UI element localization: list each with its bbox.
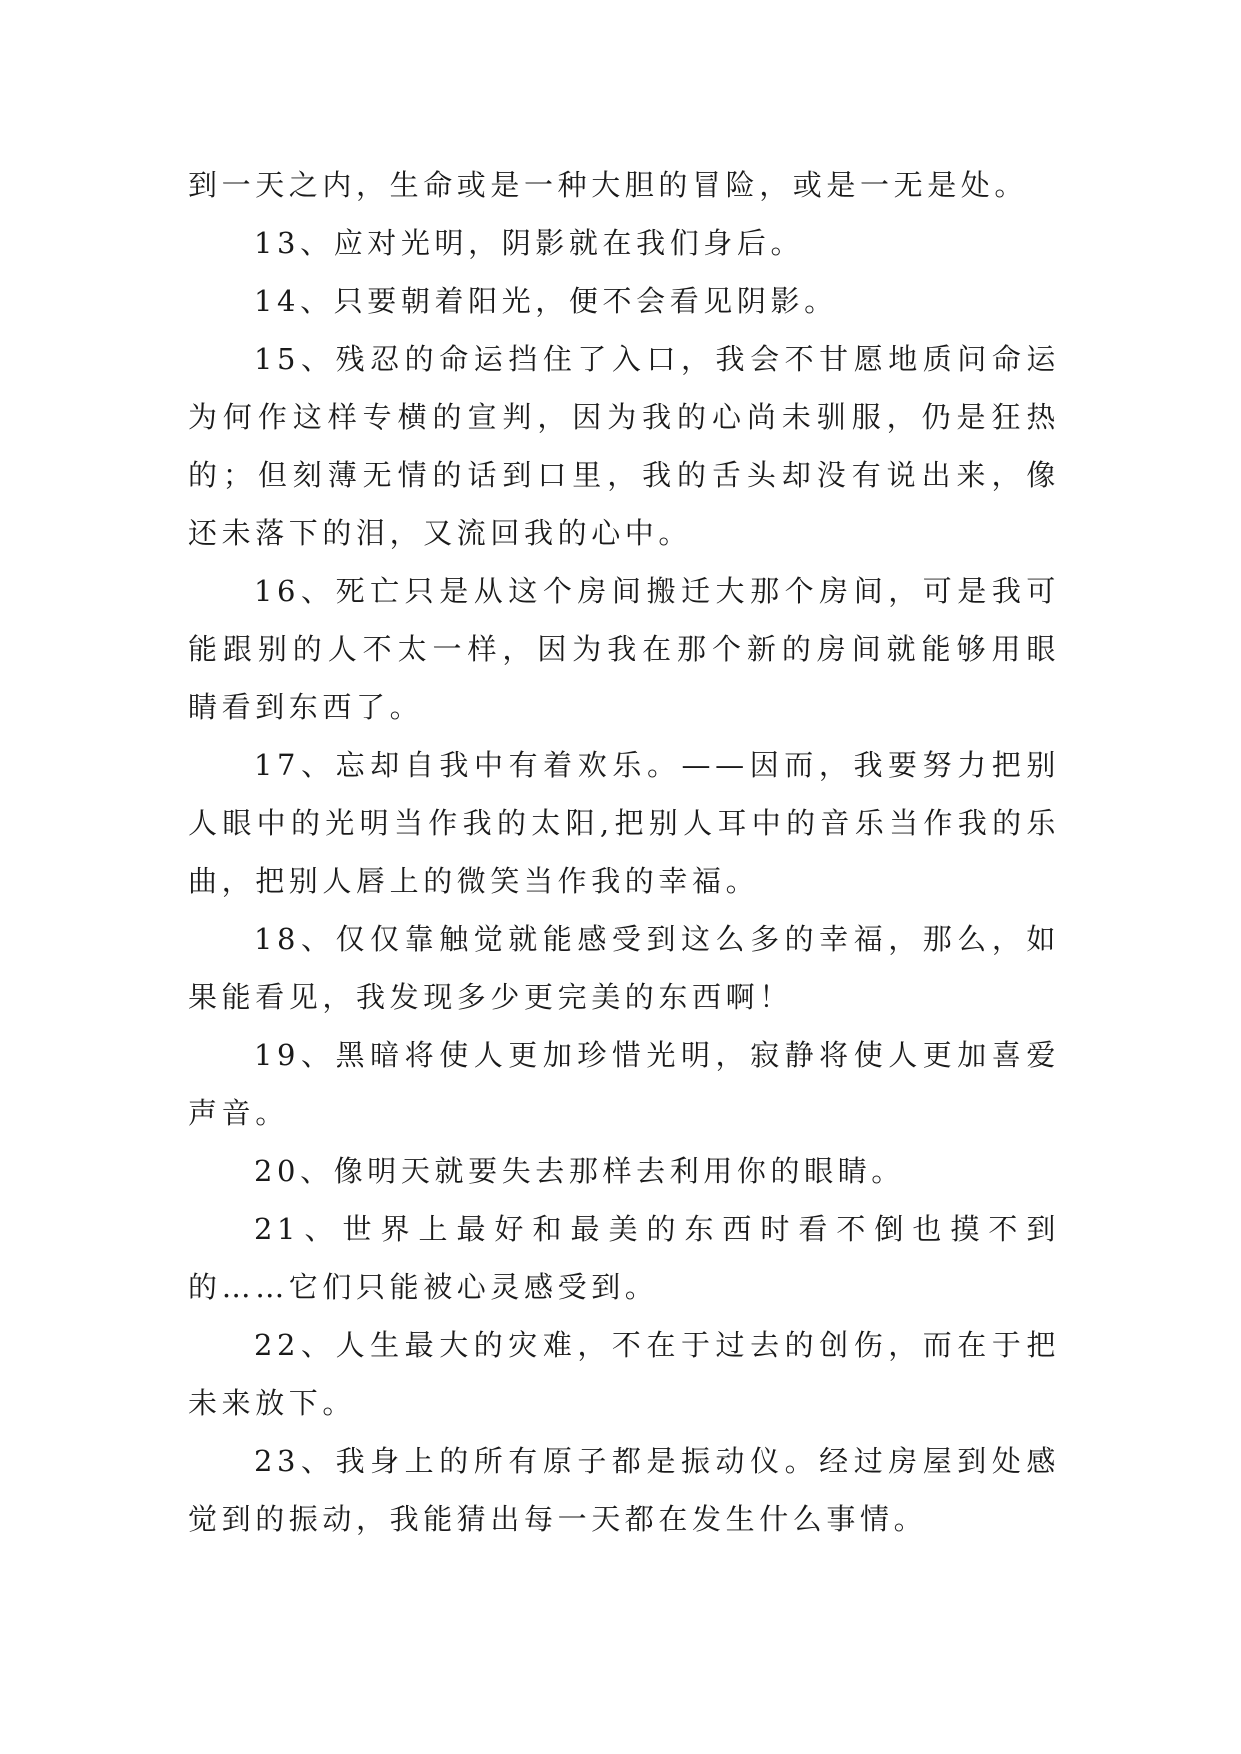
paragraph-continued: 到一天之内，生命或是一种大胆的冒险，或是一无是处。 xyxy=(188,168,1029,202)
document-body xyxy=(188,156,1060,1548)
paragraph-17: 17、忘却自我中有着欢乐。——因而，我要努力把别人眼中的光明当作我的太阳,把别人耳中的音乐当作我的乐曲，把别人唇上的微笑当作我的幸福。 xyxy=(188,748,1060,898)
paragraph-18: 18、仅仅靠触觉就能感受到这么多的幸福，那么，如果能看见，我发现多少更完美的东西啊！ xyxy=(188,922,1060,1014)
paragraph-15: 15、残忍的命运挡住了入口，我会不甘愿地质问命运为何作这样专横的宣判，因为我的心尚未驯服，仍是狂热的；但刻薄无情的话到口里，我的舌头却没有说出来，像还未落下的泪，又流回我的心中。 xyxy=(188,342,1060,550)
paragraph-13: 13、应对光明，阴影就在我们身后。 xyxy=(254,226,805,260)
paragraph-20: 20、像明天就要失去那样去利用你的眼睛。 xyxy=(254,1154,905,1188)
paragraph-22: 22、人生最大的灾难，不在于过去的创伤，而在于把未来放下。 xyxy=(188,1328,1060,1420)
paragraph-14: 14、只要朝着阳光，便不会看见阴影。 xyxy=(254,284,838,318)
paragraph-19: 19、黑暗将使人更加珍惜光明，寂静将使人更加喜爱声音。 xyxy=(188,1038,1060,1130)
paragraph-21: 21、世界上最好和最美的东西时看不倒也摸不到的……它们只能被心灵感受到。 xyxy=(188,1212,1060,1304)
paragraph-23: 23、我身上的所有原子都是振动仪。经过房屋到处感觉到的振动，我能猜出每一天都在发生什么事情。 xyxy=(188,1444,1060,1536)
paragraph-16: 16、死亡只是从这个房间搬迁大那个房间，可是我可能跟别的人不太一样，因为我在那个新的房间就能够用眼睛看到东西了。 xyxy=(188,574,1060,724)
